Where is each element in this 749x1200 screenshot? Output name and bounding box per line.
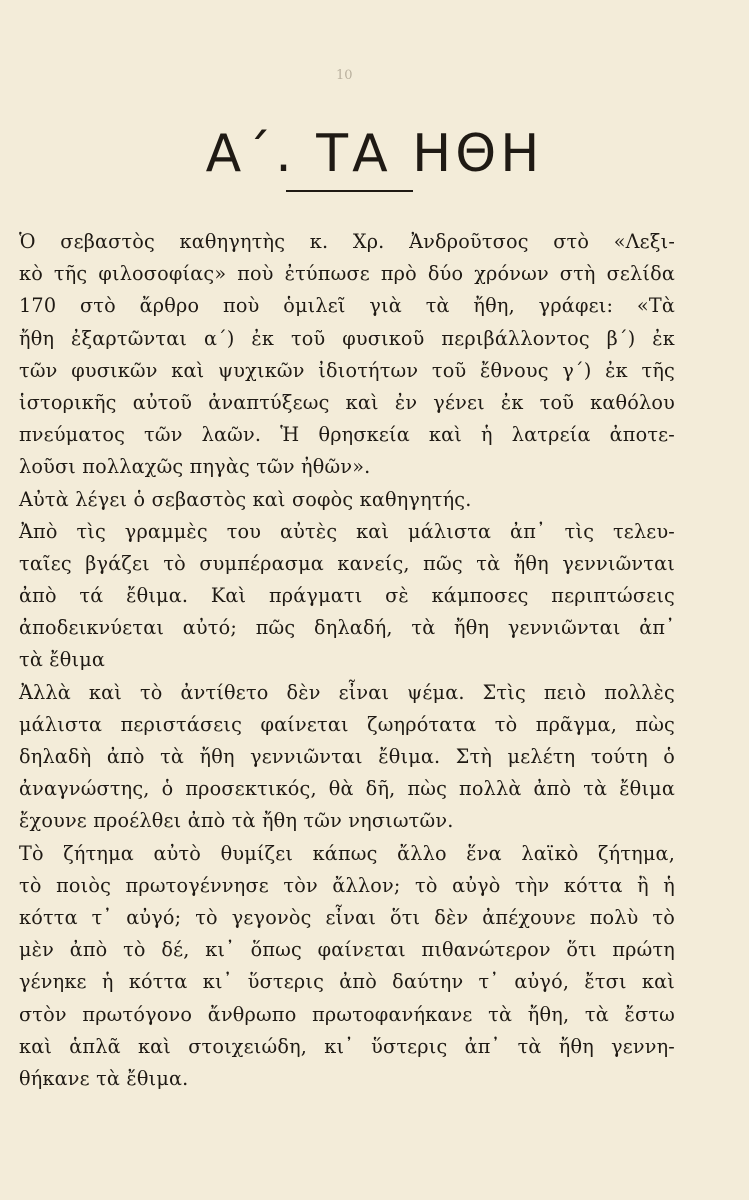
text-line: ἀναγνώστης, ὁ προσεκτικός, θὰ δῆ, πὼς πολλὰ ἀπὸ τὰ ἔθιμα [19, 777, 675, 801]
text-line: τὰ ἔθιμα [19, 648, 106, 672]
text-line: ταῖες βγάζει τὸ συμπέρασμα κανείς, πῶς τὰ ἤθη γεννιῶνται [19, 551, 675, 575]
text-line: μὲν ἀπὸ τὸ δέ, κι᾽ ὅπως φαίνεται πιθανώτερον ὅτι πρώτη [19, 938, 675, 962]
text-line: καὶ ἁπλᾶ καὶ στοιχειώδη, κι᾽ ὕστερις ἀπ᾽ τὰ ἤθη γεννη- [19, 1034, 675, 1058]
text-line: στὸν πρωτόγονο ἄνθρωπο πρωτοφανήκανε τὰ ἤθη, τὰ ἔστω [19, 1002, 675, 1026]
title-underline [286, 190, 413, 192]
text-line: τῶν φυσικῶν καὶ ψυχικῶν ἰδιοτήτων τοῦ ἔθνους γ΄) ἐκ τῆς [19, 358, 675, 382]
text-line: θήκανε τὰ ἔθιμα. [19, 1066, 189, 1090]
text-line: κὸ τῆς φιλοσοφίας» ποὺ ἐτύπωσε πρὸ δύο χρόνων στὴ σελίδα [19, 262, 675, 286]
chapter-title: Α΄. ΤΑ ΗΘΗ [205, 124, 544, 184]
body-text [19, 226, 675, 1095]
text-line: κόττα τ᾽ αὐγό; τὸ γεγονὸς εἶναι ὅτι δὲν ἀπέχουνε πολὺ τὸ [19, 905, 675, 929]
text-line: ἀπὸ τά ἔθιμα. Καὶ πράγματι σὲ κάμποσες περιπτώσεις [19, 584, 675, 608]
text-line: λοῦσι πολλαχῶς πηγὰς τῶν ἠθῶν». [19, 455, 371, 479]
page-number: 10 [336, 68, 353, 83]
paragraph [19, 838, 675, 1096]
text-line: δηλαδὴ ἀπὸ τὰ ἤθη γεννιῶνται ἔθιμα. Στὴ μελέτη τούτη ὁ [19, 745, 675, 768]
text-line: Τὸ ζήτημα αὐτὸ θυμίζει κάπως ἄλλο ἕνα λαϊκὸ ζήτημα, [19, 841, 675, 865]
text-line: μάλιστα περιστάσεις φαίνεται ζωηρότατα τὸ πρᾶγμα, πὼς [19, 712, 675, 736]
text-line: ἤθη ἐξαρτῶνται α΄) ἐκ τοῦ φυσικοῦ περιβάλλοντος β΄) ἐκ [19, 326, 675, 350]
text-line: ἔχουνε προέλθει ἀπὸ τὰ ἤθη τῶν νησιωτῶν. [19, 809, 454, 833]
text-line: Αὐτὰ λέγει ὁ σεβαστὸς καὶ σοφὸς καθηγητής. [19, 487, 472, 511]
paragraph [19, 516, 675, 677]
text-line: 170 στὸ ἄρθρο ποὺ ὁμιλεῖ γιὰ τὰ ἤθη, γράφει: «Τὰ [19, 294, 675, 318]
text-line: τὸ ποιὸς πρωτογέννησε τὸν ἄλλον; τὸ αὐγὸ τὴν κόττα ἢ ἡ [19, 873, 675, 897]
paragraph [19, 484, 675, 516]
text-line: Ὁ σεβαστὸς καθηγητὴς κ. Χρ. Ἀνδροῦτσος στὸ «Λεξι- [19, 230, 675, 253]
text-line: ἀποδεικνύεται αὐτό; πῶς δηλαδή, τὰ ἤθη γεννιῶνται ἀπ᾽ [19, 616, 675, 640]
text-line: Ἀλλὰ καὶ τὸ ἀντίθετο δὲν εἶναι ψέμα. Στὶς πειὸ πολλὲς [19, 680, 675, 704]
paragraph [19, 677, 675, 838]
text-line: Ἀπὸ τὶς γραμμὲς του αὐτὲς καὶ μάλιστα ἀπ᾽ τὶς τελευ- [19, 519, 675, 543]
text-line: γένηκε ἡ κόττα κι᾽ ὕστερις ἀπὸ δαύτην τ᾽ αὐγό, ἔτσι καὶ [19, 970, 675, 994]
paragraph [19, 226, 675, 484]
text-line: πνεύματος τῶν λαῶν. Ἡ θρησκεία καὶ ἡ λατρεία ἀποτε- [19, 423, 675, 447]
text-line: ἱστορικῆς αὐτοῦ ἀναπτύξεως καὶ ἐν γένει ἐκ τοῦ καθόλου [19, 390, 675, 414]
